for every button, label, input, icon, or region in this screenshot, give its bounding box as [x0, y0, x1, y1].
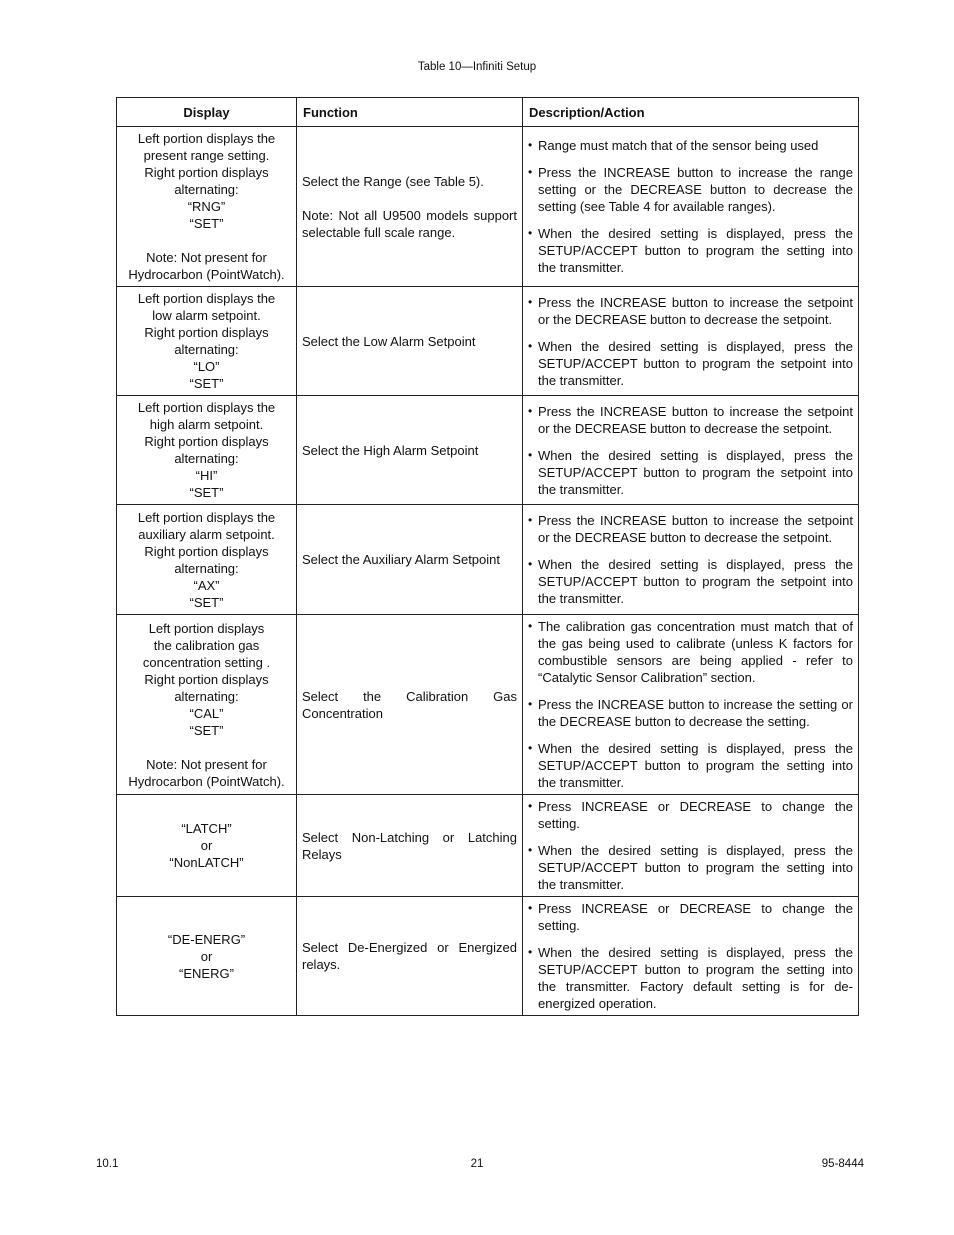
description-bullet [528, 740, 853, 791]
function-cell [297, 795, 523, 897]
display-line: Left portion displays the [137, 400, 276, 415]
display-line: “DE-ENERG” [167, 931, 246, 947]
function-cell [297, 505, 523, 615]
display-cell [117, 505, 297, 615]
function-text: Select the Auxiliary Alarm Setpoint [302, 552, 500, 567]
function-text: Select the Low Alarm Setpoint [302, 333, 476, 349]
display-line: “AX” [193, 577, 220, 593]
table-body [117, 127, 859, 1016]
description-text: Press INCREASE or DECREASE to change the setting. [538, 799, 853, 831]
display-line: or [200, 948, 213, 964]
function-text: Select the Calibration Gas Concentration [302, 688, 517, 721]
display-line: low alarm setpoint. [152, 308, 261, 323]
bullet-dot-icon: • [528, 697, 533, 711]
display-line: “CAL” [189, 705, 224, 721]
bullet-dot-icon: • [528, 226, 533, 240]
display-line: Left portion displays the [137, 291, 276, 306]
display-cell [117, 615, 297, 795]
display-line: Hydrocarbon (PointWatch). [128, 773, 285, 789]
bullet-dot-icon: • [528, 338, 533, 353]
bullet-dot-icon: • [528, 138, 533, 152]
display-line: “HI” [195, 468, 218, 483]
bullet-dot-icon: • [528, 557, 533, 571]
function-text: Select the Range (see Table 5). [302, 173, 484, 189]
description-bullet [528, 338, 853, 389]
table-row [117, 615, 859, 795]
description-text: Press the INCREASE button to increase the setpoint or the DECREASE button to decrease the setpoint. [538, 513, 853, 545]
description-text: When the desired setting is displayed, press the SETUP/ACCEPT button to program the setting into the transmitter. [538, 843, 853, 892]
table-row [117, 396, 859, 505]
header-display: Display [117, 98, 297, 127]
description-text: Press the INCREASE button to increase the setpoint or the DECREASE button to decrease the setpoint. [538, 294, 853, 327]
description-cell [523, 795, 859, 897]
function-cell [297, 897, 523, 1016]
display-line: Note: Not present for [146, 756, 267, 772]
description-bullet [528, 618, 853, 686]
display-line: “RNG” [187, 199, 226, 214]
display-line: Left portion displays the [137, 509, 276, 525]
display-line: Note: Not present for [146, 250, 267, 265]
function-text: Select Non-Latching or Latching Relays [302, 829, 517, 862]
bullet-dot-icon: • [528, 165, 533, 179]
description-text: When the desired setting is displayed, press the SETUP/ACCEPT button to program the setting into the transmitter. [538, 741, 853, 790]
footer-revision: 10.1 [96, 1158, 119, 1170]
description-text: When the desired setting is displayed, press the SETUP/ACCEPT button to program the setting into the transmitter. Factory default setting is for de-energized operation. [538, 945, 853, 1011]
description-bullet [528, 164, 853, 215]
description-bullet [528, 696, 853, 730]
description-text: Range must match that of the sensor being used [538, 138, 819, 153]
display-line: concentration setting . [142, 654, 271, 670]
description-text: Press the INCREASE button to increase the setpoint or the DECREASE button to decrease the setpoint. [538, 403, 853, 436]
description-text: When the desired setting is displayed, press the SETUP/ACCEPT button to program the setpoint into the transmitter. [538, 447, 853, 497]
description-cell [523, 615, 859, 795]
table-row [117, 505, 859, 615]
table-header-row [117, 98, 859, 127]
display-line: high alarm setpoint. [149, 417, 264, 432]
description-text: Press INCREASE or DECREASE to change the setting. [538, 901, 853, 933]
function-text: Note: Not all U9500 models support selectable full scale range. [302, 207, 517, 240]
description-bullet [528, 447, 853, 498]
display-line: “SET” [189, 216, 224, 231]
description-text: Press the INCREASE button to increase the range setting or the DECREASE button to decrease the setting (see Table 4 for available ranges). [538, 165, 853, 214]
description-cell [523, 127, 859, 287]
display-line [121, 739, 292, 756]
display-line: “ENERG” [179, 965, 234, 981]
table-row [117, 795, 859, 897]
description-text: When the desired setting is displayed, press the SETUP/ACCEPT button to program the setpoint into the transmitter. [538, 338, 853, 388]
description-bullet [528, 225, 853, 276]
description-bullet [528, 944, 853, 1012]
display-line: alternating: [174, 182, 239, 197]
table-caption: Table 10—Infiniti Setup [417, 61, 537, 73]
function-cell [297, 615, 523, 795]
infiniti-setup-table [116, 97, 859, 1016]
description-cell [523, 505, 859, 615]
display-line: alternating: [174, 451, 239, 466]
description-cell [523, 897, 859, 1016]
function-text: Select the High Alarm Setpoint [302, 442, 479, 458]
description-bullet [528, 512, 853, 546]
function-cell [297, 127, 523, 287]
display-line: Right portion displays [144, 543, 269, 559]
display-line: “SET” [189, 485, 224, 500]
display-cell [117, 396, 297, 505]
description-text: Press the INCREASE button to increase the setting or the DECREASE button to decrease the setting. [538, 697, 853, 729]
description-bullet [528, 556, 853, 607]
display-cell [117, 795, 297, 897]
footer-document-number: 95-8444 [821, 1158, 864, 1170]
display-line: “SET” [189, 594, 224, 610]
display-line: the calibration gas [153, 637, 260, 653]
bullet-dot-icon: • [528, 513, 533, 527]
display-line: present range setting. [143, 148, 270, 163]
display-line: Hydrocarbon (PointWatch). [128, 267, 285, 282]
bullet-dot-icon: • [528, 447, 533, 462]
description-text: The calibration gas concentration must match that of the gas being used to calibrate (unless K factors for combustible sensors are being applied - refer to “Catalytic Sensor Calibration” section. [538, 619, 853, 685]
display-line: alternating: [174, 688, 239, 704]
display-line: “LO” [193, 359, 220, 374]
footer-page-number: 21 [470, 1158, 484, 1170]
bullet-dot-icon: • [528, 945, 533, 959]
function-text [302, 190, 517, 207]
display-cell [117, 127, 297, 287]
bullet-dot-icon: • [528, 901, 533, 915]
display-cell [117, 287, 297, 396]
description-bullet [528, 137, 853, 154]
function-cell [297, 396, 523, 505]
display-cell [117, 897, 297, 1016]
display-line: Left portion displays the [137, 131, 276, 146]
display-line: or [200, 838, 213, 853]
function-cell [297, 287, 523, 396]
description-bullet [528, 294, 853, 328]
bullet-dot-icon: • [528, 741, 533, 755]
display-line [121, 232, 292, 249]
bullet-dot-icon: • [528, 403, 533, 418]
display-line: Right portion displays [144, 325, 269, 340]
display-line: “SET” [189, 376, 224, 391]
display-line: alternating: [174, 342, 239, 357]
bullet-dot-icon: • [528, 799, 533, 813]
display-line: “LATCH” [181, 821, 232, 836]
bullet-dot-icon: • [528, 294, 533, 309]
display-line: “NonLATCH” [169, 855, 244, 870]
function-text: Select De-Energized or Energized relays. [302, 940, 517, 972]
header-description: Description/Action [523, 98, 859, 127]
display-line: “SET” [189, 722, 224, 738]
header-function: Function [297, 98, 523, 127]
display-line: Right portion displays [144, 165, 269, 180]
description-text: When the desired setting is displayed, press the SETUP/ACCEPT button to program the setpoint into the transmitter. [538, 557, 853, 606]
table-row [117, 127, 859, 287]
description-text: When the desired setting is displayed, press the SETUP/ACCEPT button to program the setting into the transmitter. [538, 226, 853, 275]
table-row [117, 287, 859, 396]
description-cell [523, 396, 859, 505]
table-row [117, 897, 859, 1016]
bullet-dot-icon: • [528, 619, 533, 633]
description-bullet [528, 842, 853, 893]
display-line: auxiliary alarm setpoint. [138, 526, 275, 542]
display-line: Right portion displays [144, 671, 269, 687]
display-line: alternating: [174, 560, 239, 576]
bullet-dot-icon: • [528, 843, 533, 857]
description-bullet [528, 900, 853, 934]
description-bullet [528, 403, 853, 437]
display-line: Right portion displays [144, 434, 269, 449]
display-line: Left portion displays [148, 620, 265, 636]
description-bullet [528, 798, 853, 832]
description-cell [523, 287, 859, 396]
